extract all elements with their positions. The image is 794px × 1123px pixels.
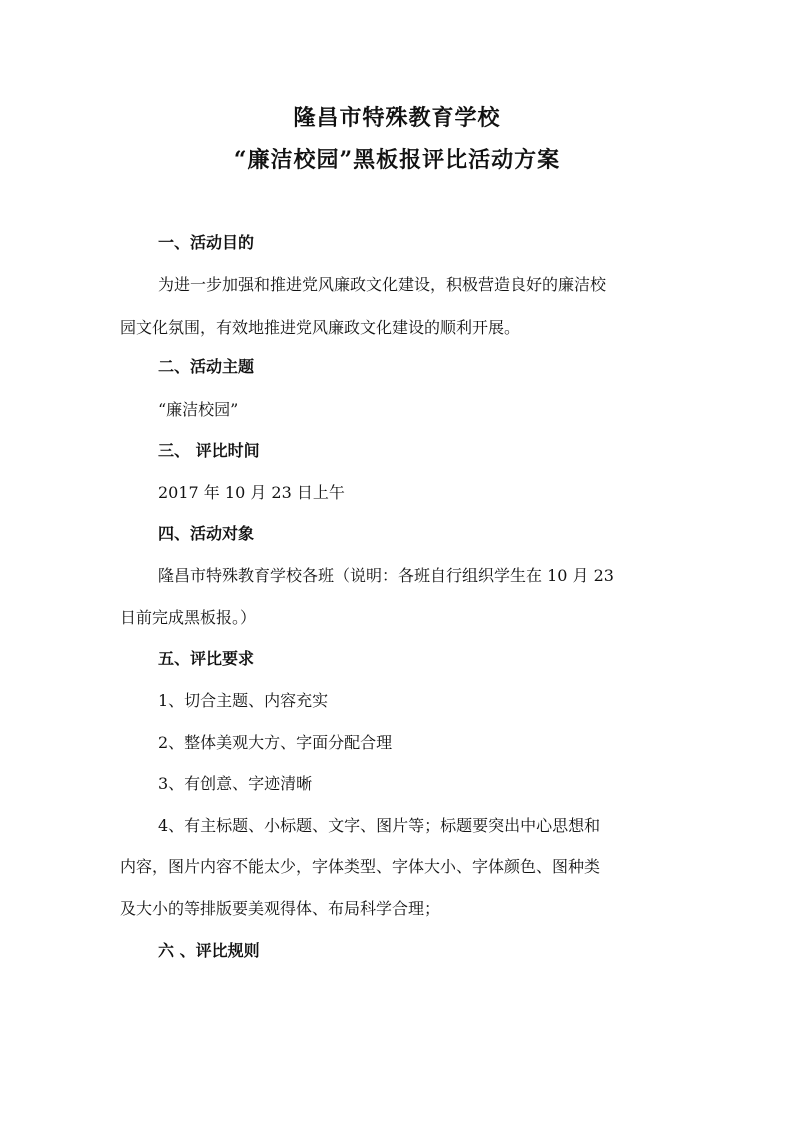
section5-item3: 3、有创意、字迹清晰 — [158, 774, 313, 793]
section3-body: 2017 年 10 月 23 日上午 — [158, 483, 345, 502]
section5-heading: 五、评比要求 — [158, 649, 255, 668]
document-title-plan: “廉洁校园”黑板报评比活动方案 — [233, 147, 561, 173]
section1-heading: 一、活动目的 — [158, 233, 255, 252]
section5-item4-line1: 4、有主标题、小标题、文字、图片等；标题要突出中心思想和 — [158, 816, 601, 835]
section1-body-line2: 园文化氛围，有效地推进党风廉政文化建设的顺利开展。 — [120, 318, 521, 337]
document-title-school: 隆昌市特殊教育学校 — [293, 105, 501, 131]
section5-item2: 2、整体美观大方、字面分配合理 — [158, 733, 393, 752]
section4-heading: 四、活动对象 — [158, 524, 255, 543]
section2-heading: 二、活动主题 — [158, 357, 255, 376]
section5-item1: 1、切合主题、内容充实 — [158, 691, 329, 710]
section2-body: “廉洁校园” — [158, 400, 239, 419]
section5-item4-line2: 内容，图片内容不能太少，字体类型、字体大小、字体颜色、图种类 — [120, 857, 601, 876]
section4-body-line2: 日前完成黑板报。） — [120, 608, 257, 627]
section3-heading: 三、 评比时间 — [158, 441, 260, 460]
section1-body-line1: 为进一步加强和推进党风廉政文化建设，积极营造良好的廉洁校 — [158, 275, 607, 294]
section5-item4-line3: 及大小的等排版要美观得体、布局科学合理； — [120, 899, 441, 918]
section6-heading: 六 、评比规则 — [158, 941, 260, 960]
section4-body-line1: 隆昌市特殊教育学校各班（说明：各班自行组织学生在 10 月 23 — [158, 566, 614, 585]
